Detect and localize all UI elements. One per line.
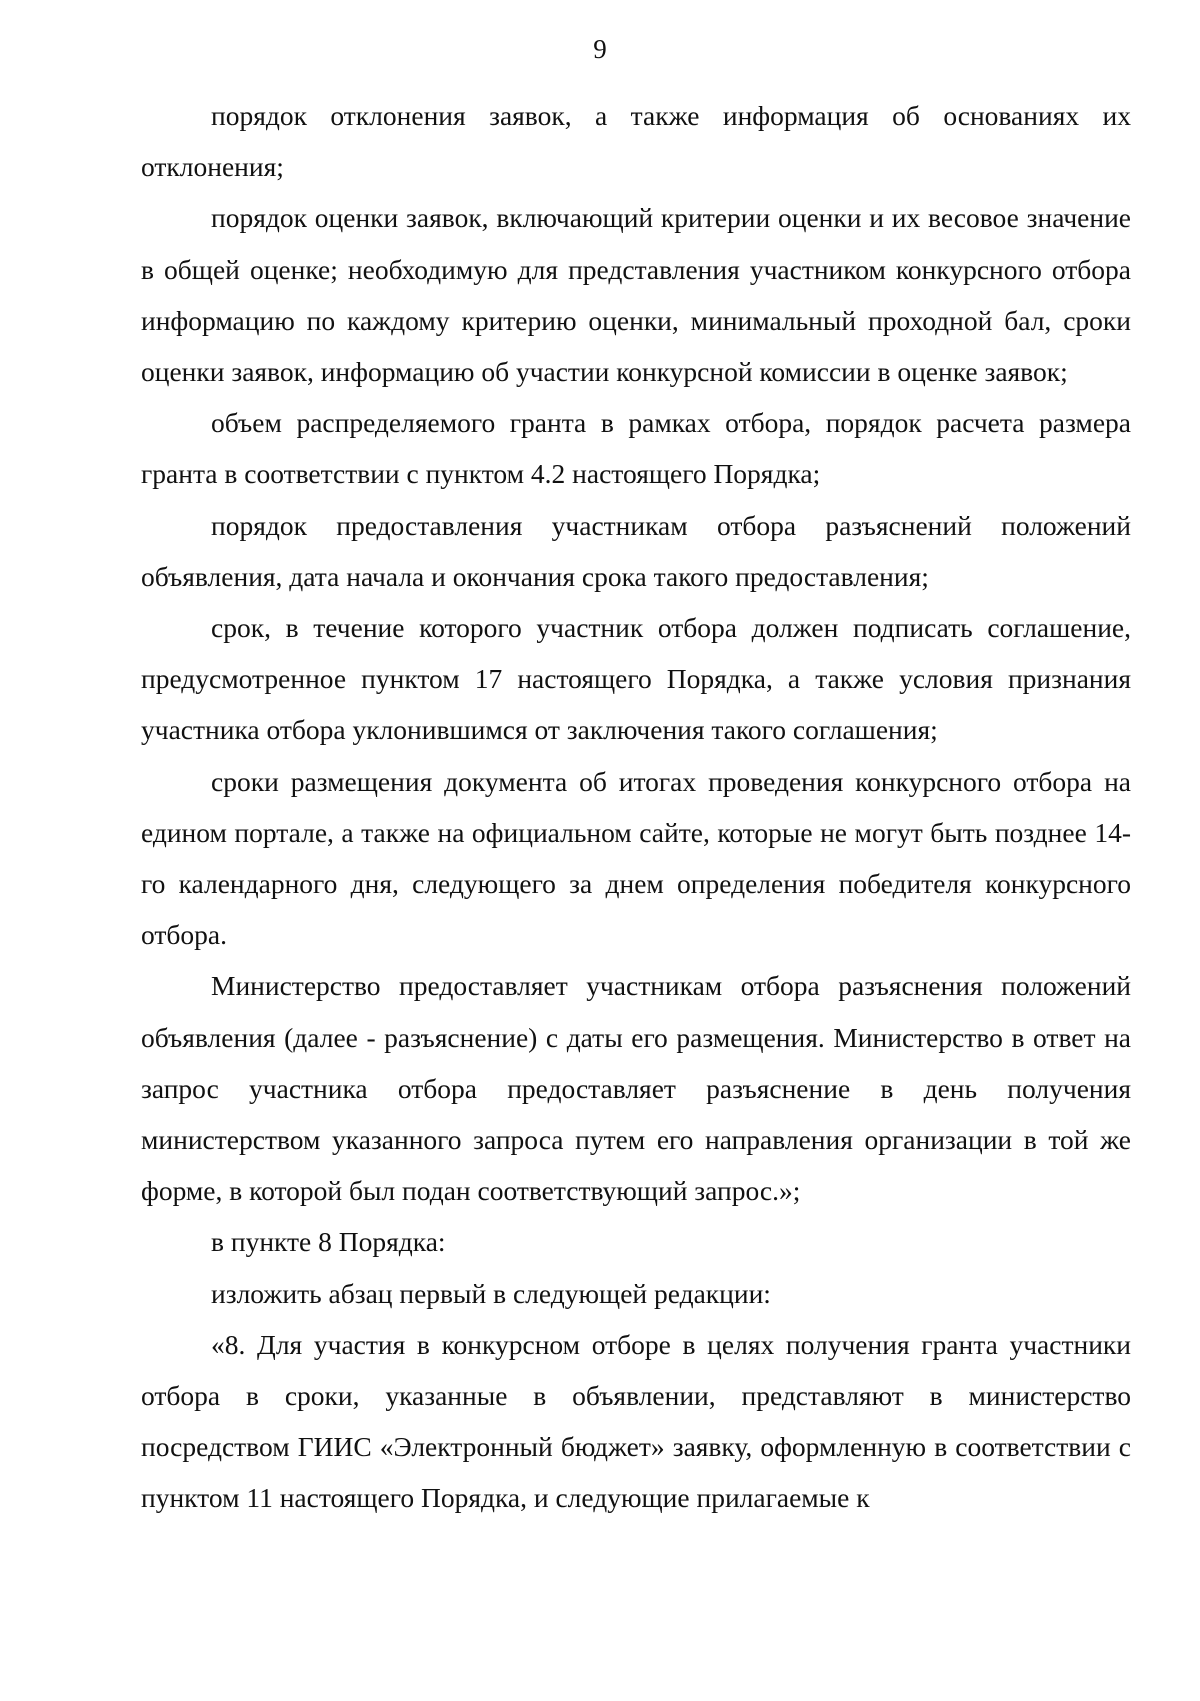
paragraph-clause-8-intro: в пункте 8 Порядка: — [211, 1226, 446, 1258]
paragraph-results-publication: сроки размещения документа об итогах проведения конкурсного отбора на едином портале, а также на официальном сайте, которые не могут быть позднее 14-го календарного дня, следующего за днем определения победителя конкурсного отбора. — [141, 765, 1131, 951]
paragraph-grant-volume: объем распределяемого гранта в рамках отбора, порядок расчета размера гранта в соответствии с пунктом 4.2 настоящего Порядка; — [141, 407, 1131, 490]
document-body — [141, 90, 1131, 1524]
paragraph-amendment-instruction: изложить абзац первый в следующей редакции: — [211, 1277, 771, 1309]
paragraph-rejection-procedure: порядок отклонения заявок, а также информация об основаниях их отклонения; — [141, 100, 1131, 183]
paragraph-clause-8-text: «8. Для участия в конкурсном отборе в целях получения гранта участники отбора в сроки, указанные в объявлении, представляют в министерство посредством ГИИС «Электронный бюджет» заявку, оформленную в соответствии с пунктом 11 настоящего Порядка, и следующие прилагаемые к — [141, 1328, 1131, 1514]
page-number: 9 — [593, 34, 607, 64]
paragraph-evaluation-procedure: порядок оценки заявок, включающий критерии оценки и их весовое значение в общей оценке; необходимую для представления участником конкурсного отбора информацию по каждому критерию оценки, минимальный проходной бал, сроки оценки заявок, информацию об участии конкурсной комиссии в оценке заявок; — [141, 202, 1131, 388]
paragraph-ministry-clarifications: Министерство предоставляет участникам отбора разъяснения положений объявления (далее - разъяснение) с даты его размещения. Министерство в ответ на запрос участника отбора предоставляет разъяснение в день получения министерством указанного запроса путем его направления организации в той же форме, в которой был подан соответствующий запрос.»; — [141, 970, 1131, 1207]
paragraph-clarification-procedure: порядок предоставления участникам отбора разъяснений положений объявления, дата начала и окончания срока такого предоставления; — [141, 509, 1131, 592]
paragraph-agreement-deadline: срок, в течение которого участник отбора должен подписать соглашение, предусмотренное пунктом 17 настоящего Порядка, а также условия признания участника отбора уклонившимся от заключения такого соглашения; — [141, 612, 1131, 746]
